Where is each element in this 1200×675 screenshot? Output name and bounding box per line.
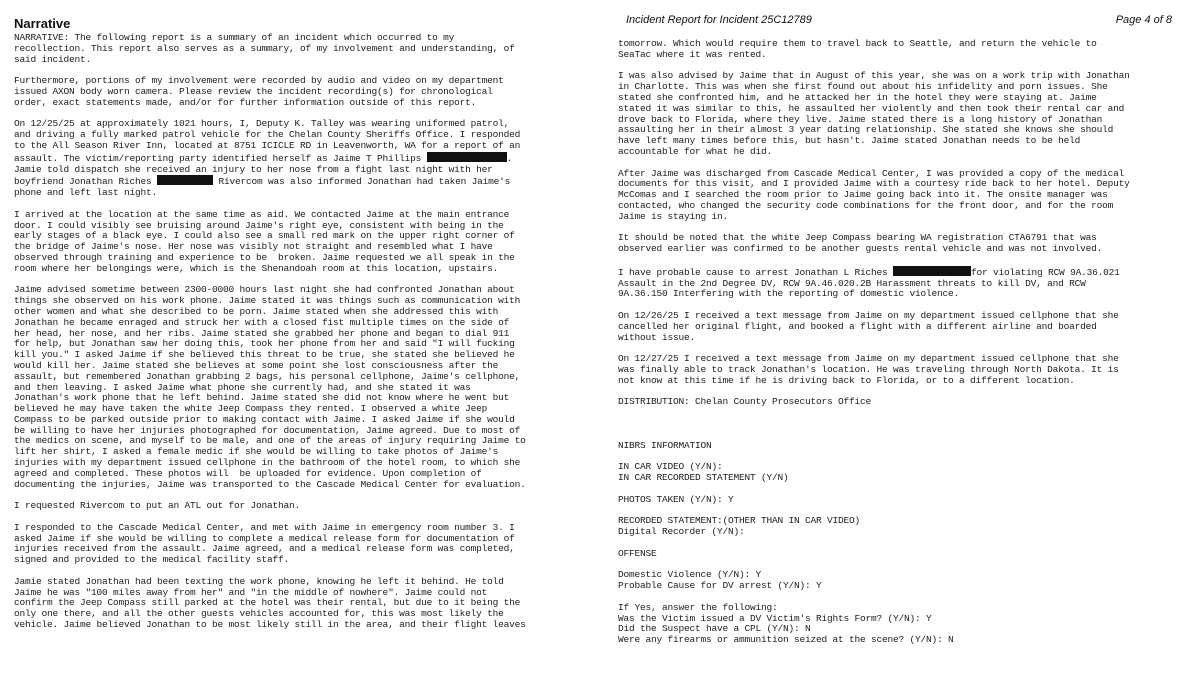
report-page-right: [604, 0, 1200, 675]
probable-cause-paragraph: [618, 266, 1186, 300]
narrative-text: Rivercom was also informed Jonathan had taken Jaime's phone and left last night.: [14, 176, 511, 199]
narrative-paragraph: I responded to the Cascade Medical Center, and met with Jaime in emergency room number 3. I asked Jaime if she would be willing to complete a medical release form for documentation of injuries received from the assault. Jaime agreed, and a medical release form was completed, signed and provided to the medical facility staff.: [14, 521, 515, 566]
narrative-text: for violating RCW 9A.36.021 Assault in the 2nd Degree DV, RCW 9A.46.020.2B Harassment threats to kill DV, and RCW 9A.36.150 Interfering with the reporting of domestic violence.: [618, 266, 1120, 300]
narrative-paragraph: tomorrow. Which would require them to travel back to Seattle, and return the vehicle to SeaTac where it was rented.: [618, 38, 1097, 60]
distribution-line: DISTRIBUTION: Chelan County Prosecutors Office: [618, 396, 872, 408]
report-title: Incident Report for Incident 25C12789: [626, 14, 812, 26]
narrative-paragraph: Jaime advised sometime between 2300-0000 hours last night she had confronted Jonathan about things she observed on his work phone. Jaime stated it was things such as communication with other women and what she described to be porn. Jaime stated when she addressed this with Jonathan he became enraged and struck her with a closed fist multiple times on the side of her head, her nose, and her ribs. Jaime stated she grabbed her phone and began to dial 911 for help, but Jonathan saw her doing this, took her phone from her and said "I will fucking kill you." I asked Jaime if she believed this threat to be true, she stated she believed he would kill her. Jaime stated she believes at some point she lost consciousness after the assault, but remembered Jonathan grabbing 2 bags, his personal cellphone, Jaime's cellphone, and then leaving. I asked Jaime what phone she currently had, and she stated it was Jonathan's work phone that he left behind. Jaime stated she did not know where he went but believed he may have taken the white Jeep Compass they rented. I observed a white Jeep Compass to be parked outside prior to making contact with Jaime. I asked Jaime if she would be willing to have her injuries photographed for documentation, Jaime agreed. Due to most of the medics on scene, and myself to be male, and one of the areas of injury requiring Jaime to lift her shirt, I asked a female medic if she would be willing to take photos of Jaime's injuries with my department issued cellphone in the bathroom of the hotel room, to which she agreed and completed. These photos will be uploaded for evidence. Upon completion of documenting the injuries, Jaime was transported to the Cascade Medical Center for evaluation.: [14, 284, 526, 490]
narrative-paragraph: Furthermore, portions of my involvement were recorded by audio and video on my department issued AXON body worn camera. Please review the incident recording(s) for chronological order, exact statements made, and/or for further information outside of this report.: [14, 75, 504, 108]
narrative-paragraph: I was also advised by Jaime that in August of this year, she was on a work trip with Jonathan in Charlotte. This was when she first found out about his infidelity and porn issues. She stated she confronted him, and he attacked her in the hotel they were staying at. Jaime stated it was similar to this, he assaulted her violently and then took their rental car and drove back to Florida, where they live. Jaime stated there is a long history of Jonathan assaulting her in their almost 3 year dating relationship. She stated she knows she should have left many times before this, but hasn't. Jaime stated Jonathan needs to be held accountable for what he did.: [618, 70, 1130, 157]
redaction-bar: [157, 175, 213, 185]
narrative-paragraph: I requested Rivercom to put an ATL out for Jonathan.: [14, 500, 301, 512]
page-number: Page 4 of 8: [1115, 14, 1172, 26]
nibrs-photos-taken: PHOTOS TAKEN (Y/N): Y: [618, 493, 734, 505]
offense-followup: If Yes, answer the following: Was the Victim issued a DV Victim's Rights Form? (Y/N): Y Did the Suspect have a CPL (Y/N): N Were any firearms or ammunition seized at the scene? (Y/N): N: [618, 601, 954, 646]
narrative-paragraph: It should be noted that the white Jeep Compass bearing WA registration CTA6791 that was observed earlier was confirmed to be another guests rental vehicle and was not involved.: [618, 232, 1103, 255]
nibrs-title: NIBRS INFORMATION: [618, 439, 712, 451]
redaction-bar: [893, 266, 971, 276]
narrative-text: On 12/25/25 at approximately 1021 hours, I, Deputy K. Talley was wearing uniformed patrol, and driving a fully marked patrol vehicle for the Chelan County Sheriffs Office. I responded to the All Season River Inn, located at 8751 ICICLE RD in Leavenworth, WA for a report of an assault. The victim/reporting party identified herself as Jaime T Phillips: [14, 118, 521, 164]
report-page-left: [0, 0, 596, 675]
narrative-paragraph: Jamie stated Jonathan had been texting the work phone, knowing he left it behind. He told Jaime he was "100 miles away from her" and "in the middle of nowhere". Jaime could not confirm the Jeep Compass still parked at the hotel was their rental, but due to it being the only one there, and all the other guests vehicles accounted for, this was most likely the vehicle. Jaime believed Jonathan to be most likely still in the area, and their flight leaves: [14, 575, 526, 631]
narrative-heading: Narrative: [14, 16, 71, 31]
narrative-text: I have probable cause to arrest Jonathan L Riches: [618, 266, 894, 278]
redaction-bar: [427, 152, 507, 162]
narrative-paragraph: On 12/27/25 I received a text message from Jaime on my department issued cellphone that she was finally able to track Jonathan's location. He was traveling through North Dakota. It is not know at this time if he is driving back to Florida, or to a different location.: [618, 353, 1119, 386]
narrative-paragraph: On 12/26/25 I received a text message from Jaime on my department issued cellphone that she cancelled her original flight, and booked a flight with a different airline and boarded without issue.: [618, 309, 1119, 343]
offense-title: OFFENSE: [618, 547, 657, 559]
offense-details: Domestic Violence (Y/N): Y Probable Cause for DV arrest (Y/N): Y: [618, 569, 822, 592]
narrative-paragraph-initial-response: [14, 119, 582, 199]
narrative-paragraph: NARRATIVE: The following report is a summary of an incident which occurred to my recollection. This report also serves as a summary, of my involvement and understanding, of said incident.: [14, 32, 515, 65]
nibrs-recorded-statement: RECORDED STATEMENT:(OTHER THAN IN CAR VIDEO) Digital Recorder (Y/N):: [618, 515, 861, 538]
report-header: [618, 14, 1186, 27]
narrative-paragraph: After Jaime was discharged from Cascade Medical Center, I was provided a copy of the medical documents for this visit, and I provided Jaime with a courtesy ride back to her hotel. Deputy McComas and I searched the room prior to Jaime going back into it. The onsite manager was contacted, who changed the security code combinations for the front door, and for the room Jaime is staying in.: [618, 167, 1130, 222]
narrative-paragraph: I arrived at the location at the same time as aid. We contacted Jaime at the main entrance door. I could visibly see bruising around Jaime's right eye, consistent with being in the early stages of a black eye. I could also see a small red mark on the upper right corner of the bridge of Jaime's nose. Her nose was visibly not straight and resembled what I have observed through training and experience to be broken. Jaime requested we all speak in the room where her belongings were, which is the Shenandoah room at this location, upstairs.: [14, 208, 515, 274]
narrative-text: . Jamie told dispatch she received an injury to her nose from a fight last night with her boyfriend Jonathan Riches: [14, 152, 513, 188]
nibrs-in-car-video: IN CAR VIDEO (Y/N): IN CAR RECORDED STATEMENT (Y/N): [618, 461, 789, 484]
